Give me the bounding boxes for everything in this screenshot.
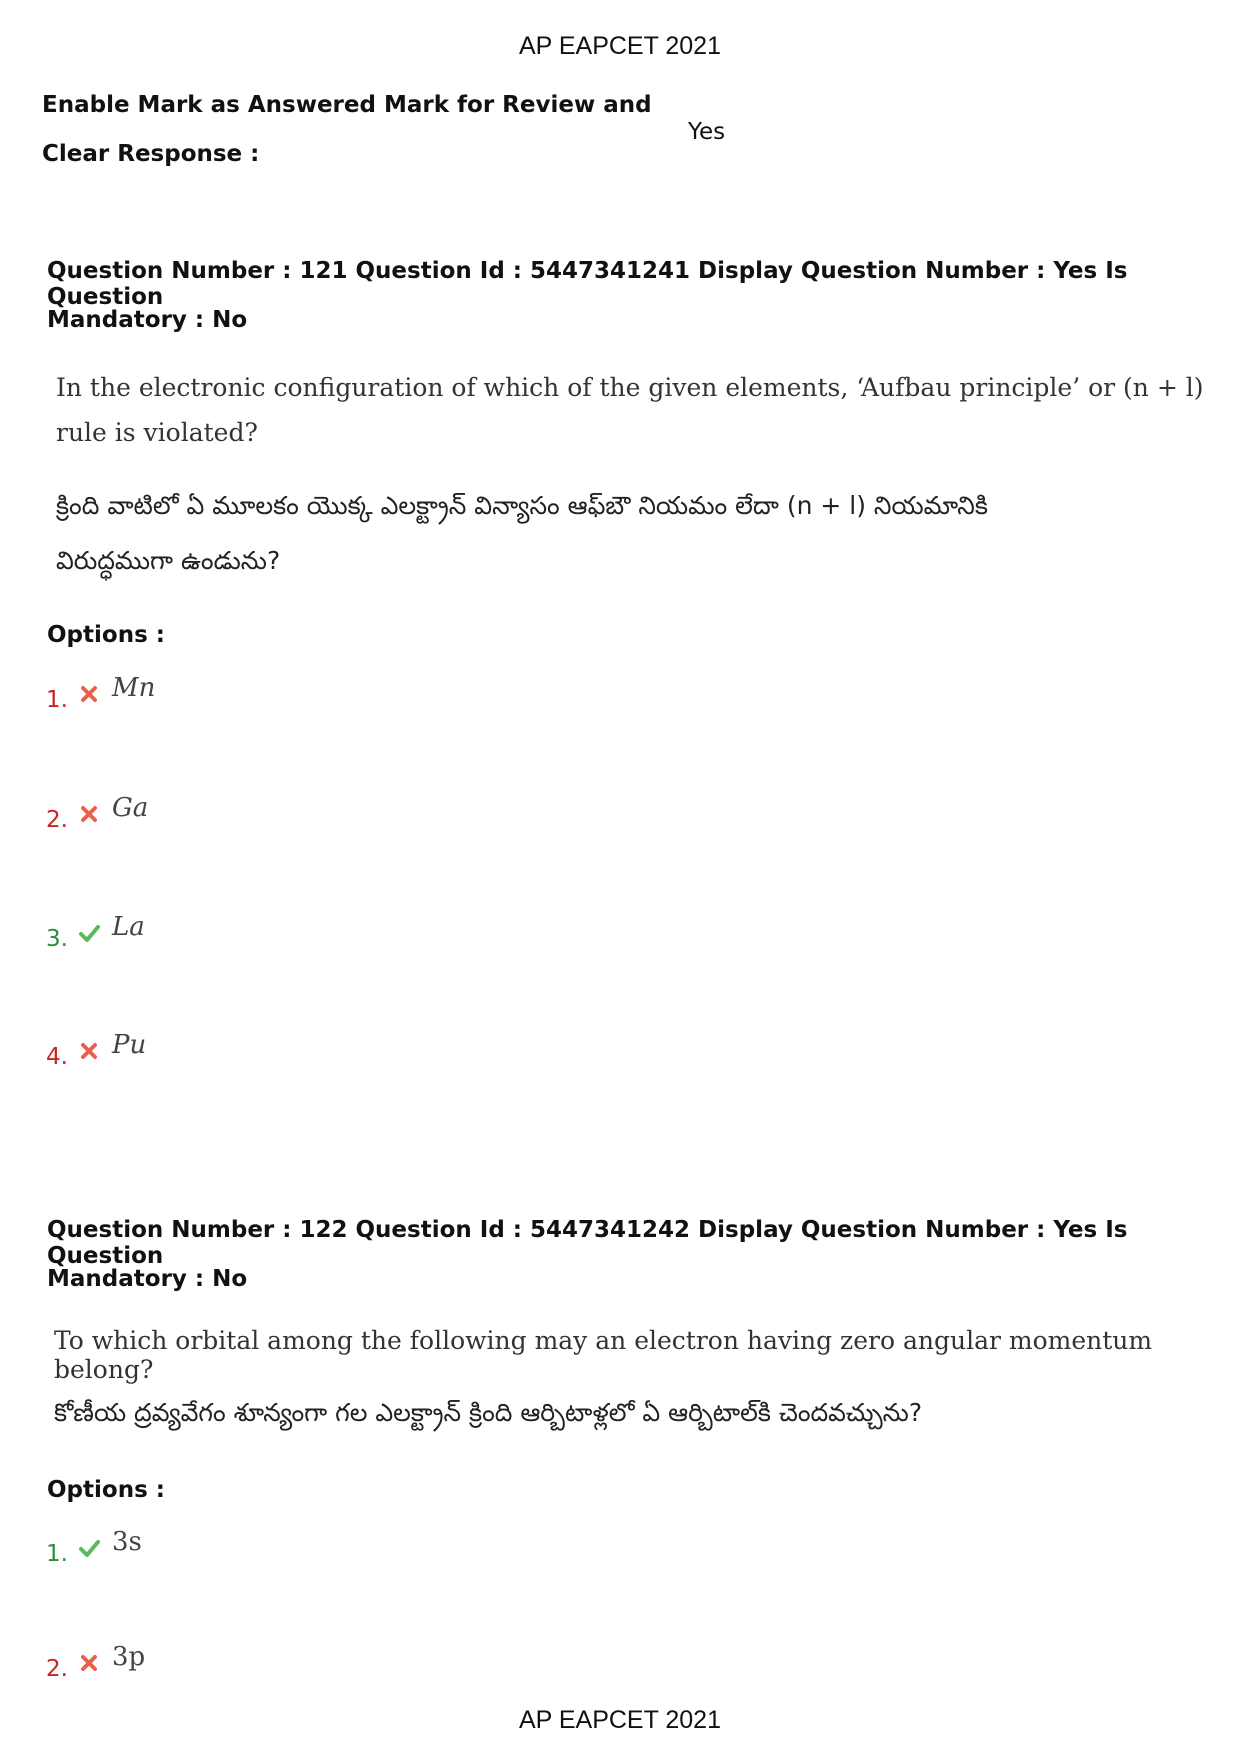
settings-value: Yes [688, 119, 726, 145]
cross-icon [78, 1652, 100, 1674]
options-label: Options : [47, 622, 165, 648]
question-text-te-line2: విరుద్ధముగా ఉండును? [56, 546, 281, 575]
question-text-en-line1: In the electronic configuration of which of the given elements, ‘Aufbau principle’ or (n + l) [56, 373, 1204, 402]
option-1[interactable] [46, 673, 446, 713]
cross-icon [78, 1040, 100, 1062]
question-text-te-line1: కోణీయ ద్రవ్యవేగం శూన్యంగా గల ఎలక్ట్రాన్ క్రింది ఆర్బిటాళ్లలో ఏ ఆర్బిటాల్‌కి చెందవచ్చును? [54, 1398, 923, 1427]
cross-icon [78, 803, 100, 825]
option-value: Pu [112, 1030, 147, 1060]
option-number: 2. [46, 807, 68, 833]
option-value: 3p [112, 1642, 146, 1672]
option-4[interactable] [46, 1030, 446, 1070]
question-meta-line1: Question Number : 122 Question Id : 5447341242 Display Question Number : Yes Is Question [47, 1217, 1128, 1269]
question-meta-line2: Mandatory : No [47, 1266, 248, 1292]
option-value: Mn [112, 673, 156, 703]
option-number: 3. [46, 926, 68, 952]
option-number: 2. [46, 1656, 68, 1682]
check-icon [78, 922, 100, 944]
question-meta-line1: Question Number : 121 Question Id : 5447341241 Display Question Number : Yes Is Question [47, 258, 1128, 310]
option-value: 3s [112, 1527, 142, 1557]
option-number: 1. [46, 1541, 68, 1567]
option-value: La [112, 912, 145, 942]
options-label: Options : [47, 1477, 165, 1503]
option-number: 4. [46, 1044, 68, 1070]
check-icon [78, 1537, 100, 1559]
option-2[interactable] [46, 1642, 446, 1682]
question-text-te-line1: క్రింది వాటిలో ఏ మూలకం యొక్క ఎలక్ట్రాన్ విన్యాసం ఆఫ్‌బౌ నియమం లేదా (n + l) నియమానికి [56, 491, 988, 520]
page-header: AP EAPCET 2021 [519, 32, 721, 60]
option-value: Ga [112, 793, 149, 823]
page-footer: AP EAPCET 2021 [519, 1706, 721, 1734]
question-meta-line2: Mandatory : No [47, 307, 248, 333]
option-number: 1. [46, 687, 68, 713]
option-1[interactable] [46, 1527, 446, 1567]
question-text-en-line2: rule is violated? [56, 418, 258, 447]
cross-icon [78, 683, 100, 705]
settings-label-line2: Clear Response : [42, 141, 260, 167]
question-text-en-line1: To which orbital among the following may an electron having zero angular momentum belong? [54, 1326, 1153, 1384]
option-3[interactable] [46, 912, 446, 952]
settings-label-line1: Enable Mark as Answered Mark for Review and [42, 92, 652, 118]
option-2[interactable] [46, 793, 446, 833]
